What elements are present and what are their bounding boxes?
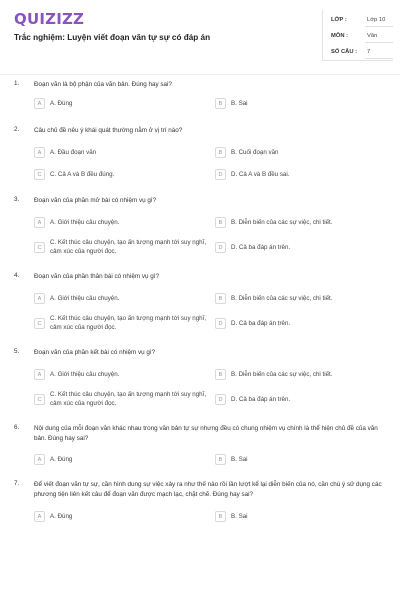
option-b[interactable] <box>215 454 390 468</box>
question-text: Câu chủ đề nêu ý khái quát thường nằm ở vị trí nào? <box>34 127 183 134</box>
option-letter: A <box>34 98 45 109</box>
option-c[interactable] <box>34 237 209 255</box>
meta-info-box <box>322 10 393 61</box>
option-c[interactable] <box>34 313 209 331</box>
option-b[interactable] <box>215 293 390 307</box>
option-text: D. Cả ba đáp án trên. <box>231 320 291 327</box>
option-text: A. Đúng <box>50 100 73 107</box>
meta-count-value: 7 <box>365 46 393 59</box>
question-text: Nội dung của mỗi đoạn văn khác nhau trong văn bản tự sự nhưng đều có chung nhiệm vụ chính là thể hiện chủ đề của văn bản. Đúng hay sai? <box>34 425 378 442</box>
question-number: 1. <box>14 80 20 87</box>
option-text: D. Cả A và B đều sai. <box>231 171 290 178</box>
option-letter: A <box>34 511 45 522</box>
option-d[interactable] <box>215 169 390 183</box>
header-divider <box>0 74 400 75</box>
meta-count-label: SỐ CÂU : <box>331 49 358 55</box>
option-letter: B <box>215 217 226 228</box>
option-letter: D <box>215 318 226 329</box>
meta-subject-value: Văn <box>365 30 393 43</box>
option-text: D. Cả ba đáp án trên. <box>231 396 291 403</box>
option-text: C. Kết thúc câu chuyện, tạo ấn tượng mạnh tới suy nghĩ, cảm xúc của người đọc. <box>50 239 207 255</box>
quizizz-logo[interactable]: QUIZIZZ <box>14 10 85 28</box>
option-a[interactable] <box>34 98 209 112</box>
option-text: A. Đúng <box>50 456 73 463</box>
option-text: C. Kết thúc câu chuyện, tạo ấn tượng mạnh tới suy nghĩ, cảm xúc của người đọc. <box>50 315 207 331</box>
option-text: B. Cuối đoạn văn <box>231 149 279 156</box>
meta-subject <box>331 30 393 44</box>
option-letter: C <box>34 169 45 180</box>
option-letter: B <box>215 147 226 158</box>
option-a[interactable] <box>34 369 209 383</box>
question-text: Đoạn văn là bộ phận của văn bản. Đúng hay sai? <box>34 81 172 88</box>
option-text: B. Diễn biến của các sự việc, chi tiết. <box>231 219 333 226</box>
question-text: Để viết đoạn văn tự sự, cần hình dung sự việc xảy ra như thế nào rồi lần lượt kể lại diễn biến của nó, cần chú ý sử dụng các phương tiện liên kết câu để đoạn văn được mạch lạc, chặt chẽ. Đúng hay sai? <box>34 481 382 498</box>
option-letter: C <box>34 242 45 253</box>
option-c[interactable] <box>34 389 209 407</box>
meta-subject-label: MÔN : <box>331 33 349 39</box>
option-text: D. Cả ba đáp án trên. <box>231 244 291 251</box>
option-b[interactable] <box>215 511 390 525</box>
option-letter: D <box>215 242 226 253</box>
option-d[interactable] <box>215 394 390 408</box>
option-text: A. Giới thiệu câu chuyện. <box>50 219 120 226</box>
option-b[interactable] <box>215 217 390 231</box>
header <box>0 0 400 74</box>
option-text: C. Cả A và B đều đúng. <box>50 171 115 178</box>
question-number: 3. <box>14 196 20 203</box>
option-letter: D <box>215 394 226 405</box>
option-letter: C <box>34 318 45 329</box>
option-b[interactable] <box>215 147 390 161</box>
option-b[interactable] <box>215 369 390 383</box>
option-letter: D <box>215 169 226 180</box>
option-letter: A <box>34 454 45 465</box>
question-number: 2. <box>14 126 20 133</box>
option-c[interactable] <box>34 169 209 183</box>
question-number: 6. <box>14 424 20 431</box>
option-a[interactable] <box>34 454 209 468</box>
option-text: B. Sai <box>231 513 248 520</box>
option-letter: C <box>34 394 45 405</box>
option-letter: B <box>215 454 226 465</box>
option-letter: A <box>34 369 45 380</box>
option-text: A. Giới thiệu câu chuyện. <box>50 295 120 302</box>
page-title: Trắc nghiệm: Luyện viết đoạn văn tự sự có đáp án <box>14 33 211 42</box>
option-d[interactable] <box>215 242 390 256</box>
option-text: A. Giới thiệu câu chuyện. <box>50 371 120 378</box>
question-number: 4. <box>14 272 20 279</box>
option-letter: B <box>215 511 226 522</box>
question-text: Đoạn văn của phần mở bài có nhiệm vụ gì? <box>34 197 157 204</box>
meta-grade-label: LỚP : <box>331 17 347 23</box>
option-text: C. Kết thúc câu chuyện, tạo ấn tượng mạnh tới suy nghĩ, cảm xúc của người đọc. <box>50 391 207 407</box>
option-d[interactable] <box>215 318 390 332</box>
option-letter: A <box>34 147 45 158</box>
option-text: B. Diễn biến của các sự việc, chi tiết. <box>231 295 333 302</box>
meta-grade-value: Lớp 10 <box>365 14 393 27</box>
option-letter: A <box>34 217 45 228</box>
option-a[interactable] <box>34 511 209 525</box>
option-letter: A <box>34 293 45 304</box>
meta-grade <box>331 14 393 28</box>
option-letter: B <box>215 369 226 380</box>
option-letter: B <box>215 98 226 109</box>
option-b[interactable] <box>215 98 390 112</box>
option-text: A. Đúng <box>50 513 73 520</box>
option-text: B. Diễn biến của các sự việc, chi tiết. <box>231 371 333 378</box>
option-text: B. Sai <box>231 456 248 463</box>
question-text: Đoạn văn của phần thân bài có nhiệm vụ gì? <box>34 273 159 280</box>
option-letter: B <box>215 293 226 304</box>
option-a[interactable] <box>34 217 209 231</box>
option-text: A. Đầu đoạn văn <box>50 149 97 156</box>
option-a[interactable] <box>34 147 209 161</box>
question-text: Đoạn văn của phần kết bài có nhiệm vụ gì? <box>34 349 156 356</box>
question-number: 7. <box>14 480 20 487</box>
question-number: 5. <box>14 348 20 355</box>
option-a[interactable] <box>34 293 209 307</box>
meta-count <box>331 46 393 60</box>
option-text: B. Sai <box>231 100 248 107</box>
